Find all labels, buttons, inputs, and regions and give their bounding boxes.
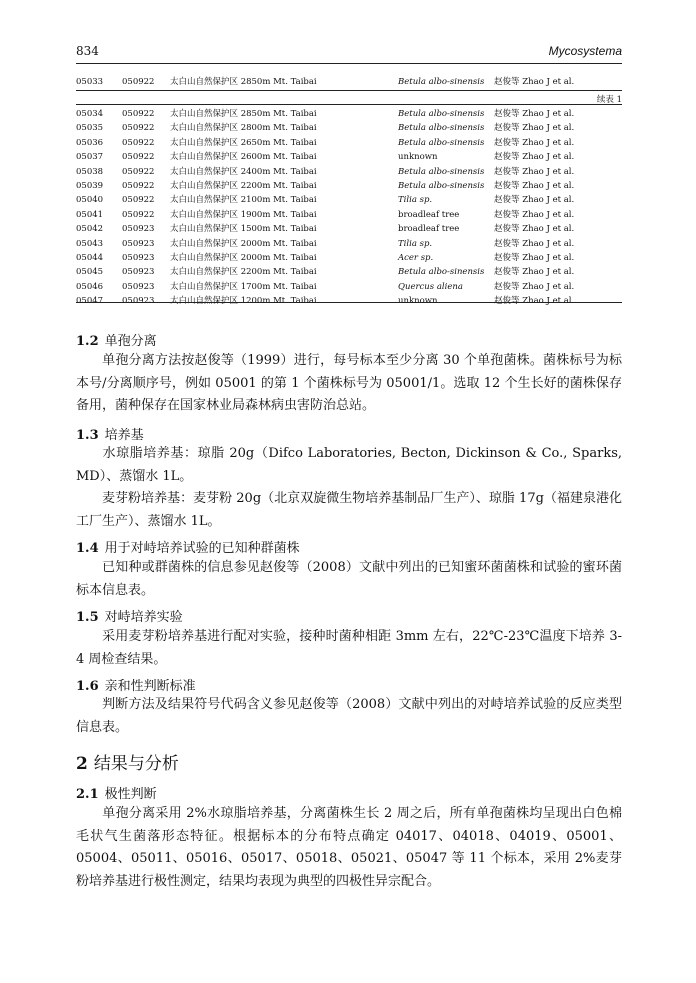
cell-date: 050922	[122, 123, 155, 134]
table-row	[76, 165, 622, 179]
cell-host: Betula albo-sinensis	[398, 137, 485, 148]
cell-specimen-id: 05043	[76, 238, 104, 249]
cell-location: 太白山自然保护区 2000m Mt. Taibai	[170, 238, 317, 249]
table-row	[76, 251, 622, 265]
table-row	[76, 208, 622, 222]
cell-host: unknown	[398, 296, 438, 307]
table-row	[76, 222, 622, 236]
cell-collector: 赵俊等 Zhao J et al.	[494, 166, 575, 177]
cell-date: 050922	[122, 152, 155, 163]
cell-host: Quercus aliena	[398, 281, 463, 292]
cell-date: 050922	[122, 109, 155, 119]
cell-specimen-id: 05045	[76, 267, 104, 278]
cell-collector: 赵俊等 Zhao J et al.	[494, 152, 575, 163]
cell-specimen-id: 05040	[76, 195, 104, 206]
cell-location: 太白山自然保护区 2400m Mt. Taibai	[170, 166, 317, 177]
cell-location: 太白山自然保护区 1500m Mt. Taibai	[170, 224, 317, 235]
paragraph-1-4: 已知种或群菌株的信息参见赵俊等（2008）文献中列出的已知蜜环菌菌株和试验的蜜环菌标本信息表。	[76, 560, 622, 598]
cell-date: 050922	[122, 195, 155, 206]
table-row	[76, 265, 622, 279]
cell-specimen-id: 05035	[76, 123, 104, 134]
page-number: 834	[76, 44, 99, 58]
cell-date: 050922	[122, 166, 155, 177]
cell-collector: 赵俊等 Zhao J et al.	[494, 238, 575, 249]
running-header	[76, 44, 622, 64]
cell-host: broadleaf tree	[398, 224, 460, 235]
section-heading-2-1: 2.1 极性判断	[76, 787, 157, 802]
cell-location: 太白山自然保护区 2800m Mt. Taibai	[170, 123, 317, 134]
journal-name: Mycosystema	[548, 44, 622, 58]
cell-collector: 赵俊等 Zhao J et al.	[494, 137, 575, 148]
paragraph-1-3-b: 麦芽粉培养基：麦芽粉 20g（北京双旋微生物培养基制品厂生产）、琼脂 17g（福建泉港化工厂生产）、蒸馏水 1L。	[76, 491, 622, 529]
paragraph-1-3-a: 水琼脂培养基：琼脂 20g（Difco Laboratories, Becton, Dickinson & Co., Sparks, MD）、蒸馏水 1L。	[76, 446, 622, 484]
cell-specimen-id: 05038	[76, 166, 104, 177]
cell-collector: 赵俊等 Zhao J et al.	[494, 267, 575, 278]
cell-host: unknown	[398, 152, 438, 163]
paragraph-1-5: 采用麦芽粉培养基进行配对实验，接种时菌种相距 3mm 左右，22℃-23℃温度下培养 3-4 周检查结果。	[76, 629, 622, 667]
cell-location: 太白山自然保护区 2200m Mt. Taibai	[170, 181, 317, 191]
table-row	[76, 179, 622, 193]
section-heading-2: 2 结果与分析	[76, 754, 179, 774]
cell-location: 太白山自然保护区 1900m Mt. Taibai	[170, 209, 317, 220]
section-heading-1-4: 1.4 用于对峙培养试验的已知种群菌株	[76, 541, 300, 556]
cell-specimen-id: 05042	[76, 224, 104, 235]
table-rule	[76, 104, 622, 105]
cell-specimen-id: 05034	[76, 109, 104, 119]
cell-location: 太白山自然保护区 2100m Mt. Taibai	[170, 195, 317, 206]
table-row	[76, 237, 622, 251]
table-rule	[76, 90, 622, 91]
cell-specimen-id: 05039	[76, 181, 104, 191]
cell-host: Tilia sp.	[398, 238, 433, 249]
cell-specimen-id: 05036	[76, 137, 104, 148]
table-continued-label: 续表 1	[596, 95, 622, 105]
section-heading-1-6: 1.6 亲和性判断标准	[76, 679, 196, 694]
cell-location: 太白山自然保护区 1200m Mt. Taibai	[170, 296, 317, 307]
cell-date: 050923	[122, 238, 155, 249]
paragraph-2-1: 单孢分离采用 2%水琼脂培养基，分离菌株生长 2 周之后，所有单孢菌株均呈现出白色棉毛状气生菌落形态特征。根据标本的分布特点确定 04017、04018、04019、05001、05004、05011、05016、05017、05018、05021、05047 等 11 个标本，采用 2%麦芽粉培养基进行极性测定，结果均表现为典型的四极性异宗配合。	[76, 806, 622, 889]
cell-date: 050923	[122, 296, 155, 307]
cell-host: Acer sp.	[398, 253, 434, 263]
cell-date: 050923	[122, 281, 155, 292]
section-heading-1-5: 1.5 对峙培养实验	[76, 610, 183, 625]
table-row	[76, 107, 622, 121]
table-row	[76, 150, 622, 164]
cell-location: 太白山自然保护区 2000m Mt. Taibai	[170, 253, 317, 263]
cell-host: broadleaf tree	[398, 209, 460, 220]
cell-specimen-id: 05041	[76, 209, 104, 220]
cell-location: 太白山自然保护区 2650m Mt. Taibai	[170, 137, 317, 148]
cell-collector: 赵俊等 Zhao J et al.	[494, 253, 575, 263]
cell-collector: 赵俊等 Zhao J et al.	[494, 123, 575, 134]
cell-specimen-id: 05044	[76, 253, 104, 263]
header-rule	[76, 63, 622, 64]
cell-host: Betula albo-sinensis	[398, 181, 485, 191]
section-heading-1-2: 1.2 单孢分离	[76, 334, 157, 349]
cell-collector: 赵俊等 Zhao J et al.	[494, 296, 575, 307]
cell-collector: 赵俊等 Zhao J et al.	[494, 109, 575, 119]
cell-location: 太白山自然保护区 1700m Mt. Taibai	[170, 281, 317, 292]
cell-collector: 赵俊等 Zhao J et al.	[494, 281, 575, 292]
cell-specimen-id: 05037	[76, 152, 104, 163]
table-bottom-rule	[76, 302, 622, 303]
table-row	[76, 280, 622, 294]
table-row: 05033 050922 太白山自然保护区 2850m Mt. Taibai Betula albo-sinensis 赵俊等 Zhao J et al.	[76, 77, 575, 87]
cell-host: Betula albo-sinensis	[398, 166, 485, 177]
cell-host: Betula albo-sinensis	[398, 267, 485, 278]
cell-collector: 赵俊等 Zhao J et al.	[494, 209, 575, 220]
cell-collector: 赵俊等 Zhao J et al.	[494, 224, 575, 235]
section-heading-1-3: 1.3 培养基	[76, 428, 144, 443]
cell-collector: 赵俊等 Zhao J et al.	[494, 195, 575, 206]
cell-date: 050922	[122, 181, 155, 191]
cell-collector: 赵俊等 Zhao J et al.	[494, 181, 575, 191]
cell-date: 050923	[122, 267, 155, 278]
cell-date: 050922	[122, 137, 155, 148]
cell-host: Tilia sp.	[398, 195, 433, 206]
cell-date: 050922	[122, 209, 155, 220]
cell-location: 太白山自然保护区 2200m Mt. Taibai	[170, 267, 317, 278]
cell-host: Betula albo-sinensis	[398, 123, 485, 134]
cell-host: Betula albo-sinensis	[398, 109, 485, 119]
cell-specimen-id: 05046	[76, 281, 104, 292]
cell-date: 050923	[122, 253, 155, 263]
paragraph-1-2: 单孢分离方法按赵俊等（1999）进行，每号标本至少分离 30 个单孢菌株。菌株标号为标本号/分离顺序号，例如 05001 的第 1 个菌株标号为 05001/1。选取 12 个生长好的菌株保存备用，菌种保存在国家林业局森林病虫害防治总站。	[76, 353, 622, 413]
paragraph-1-6: 判断方法及结果符号代码含义参见赵俊等（2008）文献中列出的对峙培养试验的反应类型信息表。	[76, 697, 622, 735]
table-row	[76, 136, 622, 150]
cell-date: 050923	[122, 224, 155, 235]
cell-location: 太白山自然保护区 2850m Mt. Taibai	[170, 109, 317, 119]
table-row	[76, 193, 622, 207]
table-row	[76, 121, 622, 135]
cell-location: 太白山自然保护区 2600m Mt. Taibai	[170, 152, 317, 163]
cell-specimen-id: 05047	[76, 296, 104, 307]
